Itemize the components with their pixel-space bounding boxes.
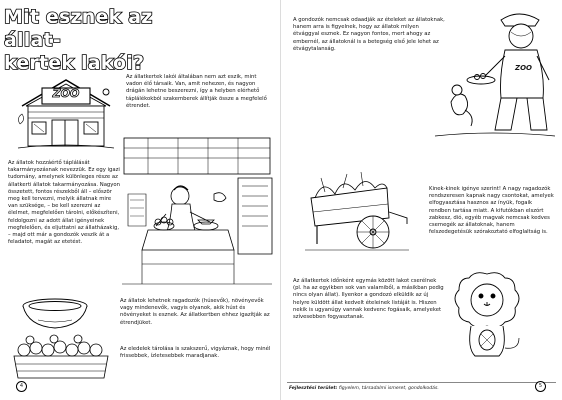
lion-illustration [449,268,525,360]
special-diet-paragraph: Kinek-kinek igénye szerint! A nagy ragadozók rendszeresen kapnak nagy csontokat, amelyek elfogyasztása hasznos az ínyük, fogaik rendben tartása miatt. A kifutókban elszórt zabkesz, dió, egyéb magvak nemcsak kedves csemegék az állatoknak, hanem felszedegetésük szórakoztató elfoglaltság is. [429,186,554,236]
title-line-1: Mit esznek az állat- [4,6,153,51]
page-number-right: 5 [535,381,546,392]
title-line-2: kertek lakói? [4,52,145,74]
zoo-exchange-paragraph: Az állatkertek időnként egymás között lakot cserélnek (pl. ha az egyikben sok van valamiből, a másikban pedig nincs olyan állat). Ilyenkor a gondozó elküldik az új helyre küldött állat kedvelt ételeinek listáját is. Hiszen nekik is ugyanúgy vannak kedvenc fogásaik, amelyeket szívesebben fogyasztanak. [293,278,444,321]
vegetable-cart-illustration [303,168,411,256]
footer-label: Fejlesztési terület: [289,386,338,391]
feeding-science-paragraph: Az állatok hozzáértő táplálását takarmányozásnak nevezzük. Ez egy igazi tudomány, amelynek különleges része az állatkerti állatok takarmányozása. Nagyon összetett, fontos részekből áll – először meg kell tervezni, melyik állatnak mire van szüksége, – be kell szerezni az élelmet, megfelelően tárolni, előkészíteni, feldolgozni az adott állat igényeinek megfelelően, és eljuttatni az állatházakig, – majd ott már a gondozók veszik át a feladatot, magát az etetést. [8,160,121,246]
page-title [4,6,179,75]
zoo-building-illustration [14,72,118,152]
storage-paragraph: Az eledelek tárolása is szakszerű, vigyáznak, hogy minél frissebbek, ízletesebbek maradjanak. [120,346,271,360]
footer-bar [287,382,556,394]
food-bowl-illustration [18,296,92,334]
fruit-crate-illustration [8,334,114,382]
right-page [281,0,562,400]
page-number-left: 4 [16,381,27,392]
appetite-paragraph: A gondozók nemcsak odaadják az ételeket az állatoknak, hanem arra is figyelnek, hogy az állatok milyen étvággyal esznek. Ez nagyon fontos, mert ahogy az embernél, az állatoknál is a betegség első jele lehet az étvágytalanság. [293,17,445,52]
cap-logo-text: ZOO [515,64,532,72]
kitchen-scene-illustration [118,134,276,294]
intro-paragraph: Az állatkertek lakói általában nem azt eszik, mint vadon élő társaik. Van, amit nehezen, és nagyon drágán lehetne beszerezni, így a helyben elérhető táplálékokból szakemberek állítják össze a megfelelő étrendet. [126,74,267,109]
keeper-feeding-illustration [431,6,559,146]
footer-text: figyelem, társadalmi ismeret, gondolkodás. [338,386,439,391]
zoo-sign-text: ZOO [52,87,80,100]
diet-types-paragraph: Az állatok lehetnek ragadozók (húsevők), növényevők vagy mindenevők, vagyis olyanok, akik húst és növényeket is esznek. Az állatkertben ehhez igazítják az étrendjüket. [120,298,270,326]
